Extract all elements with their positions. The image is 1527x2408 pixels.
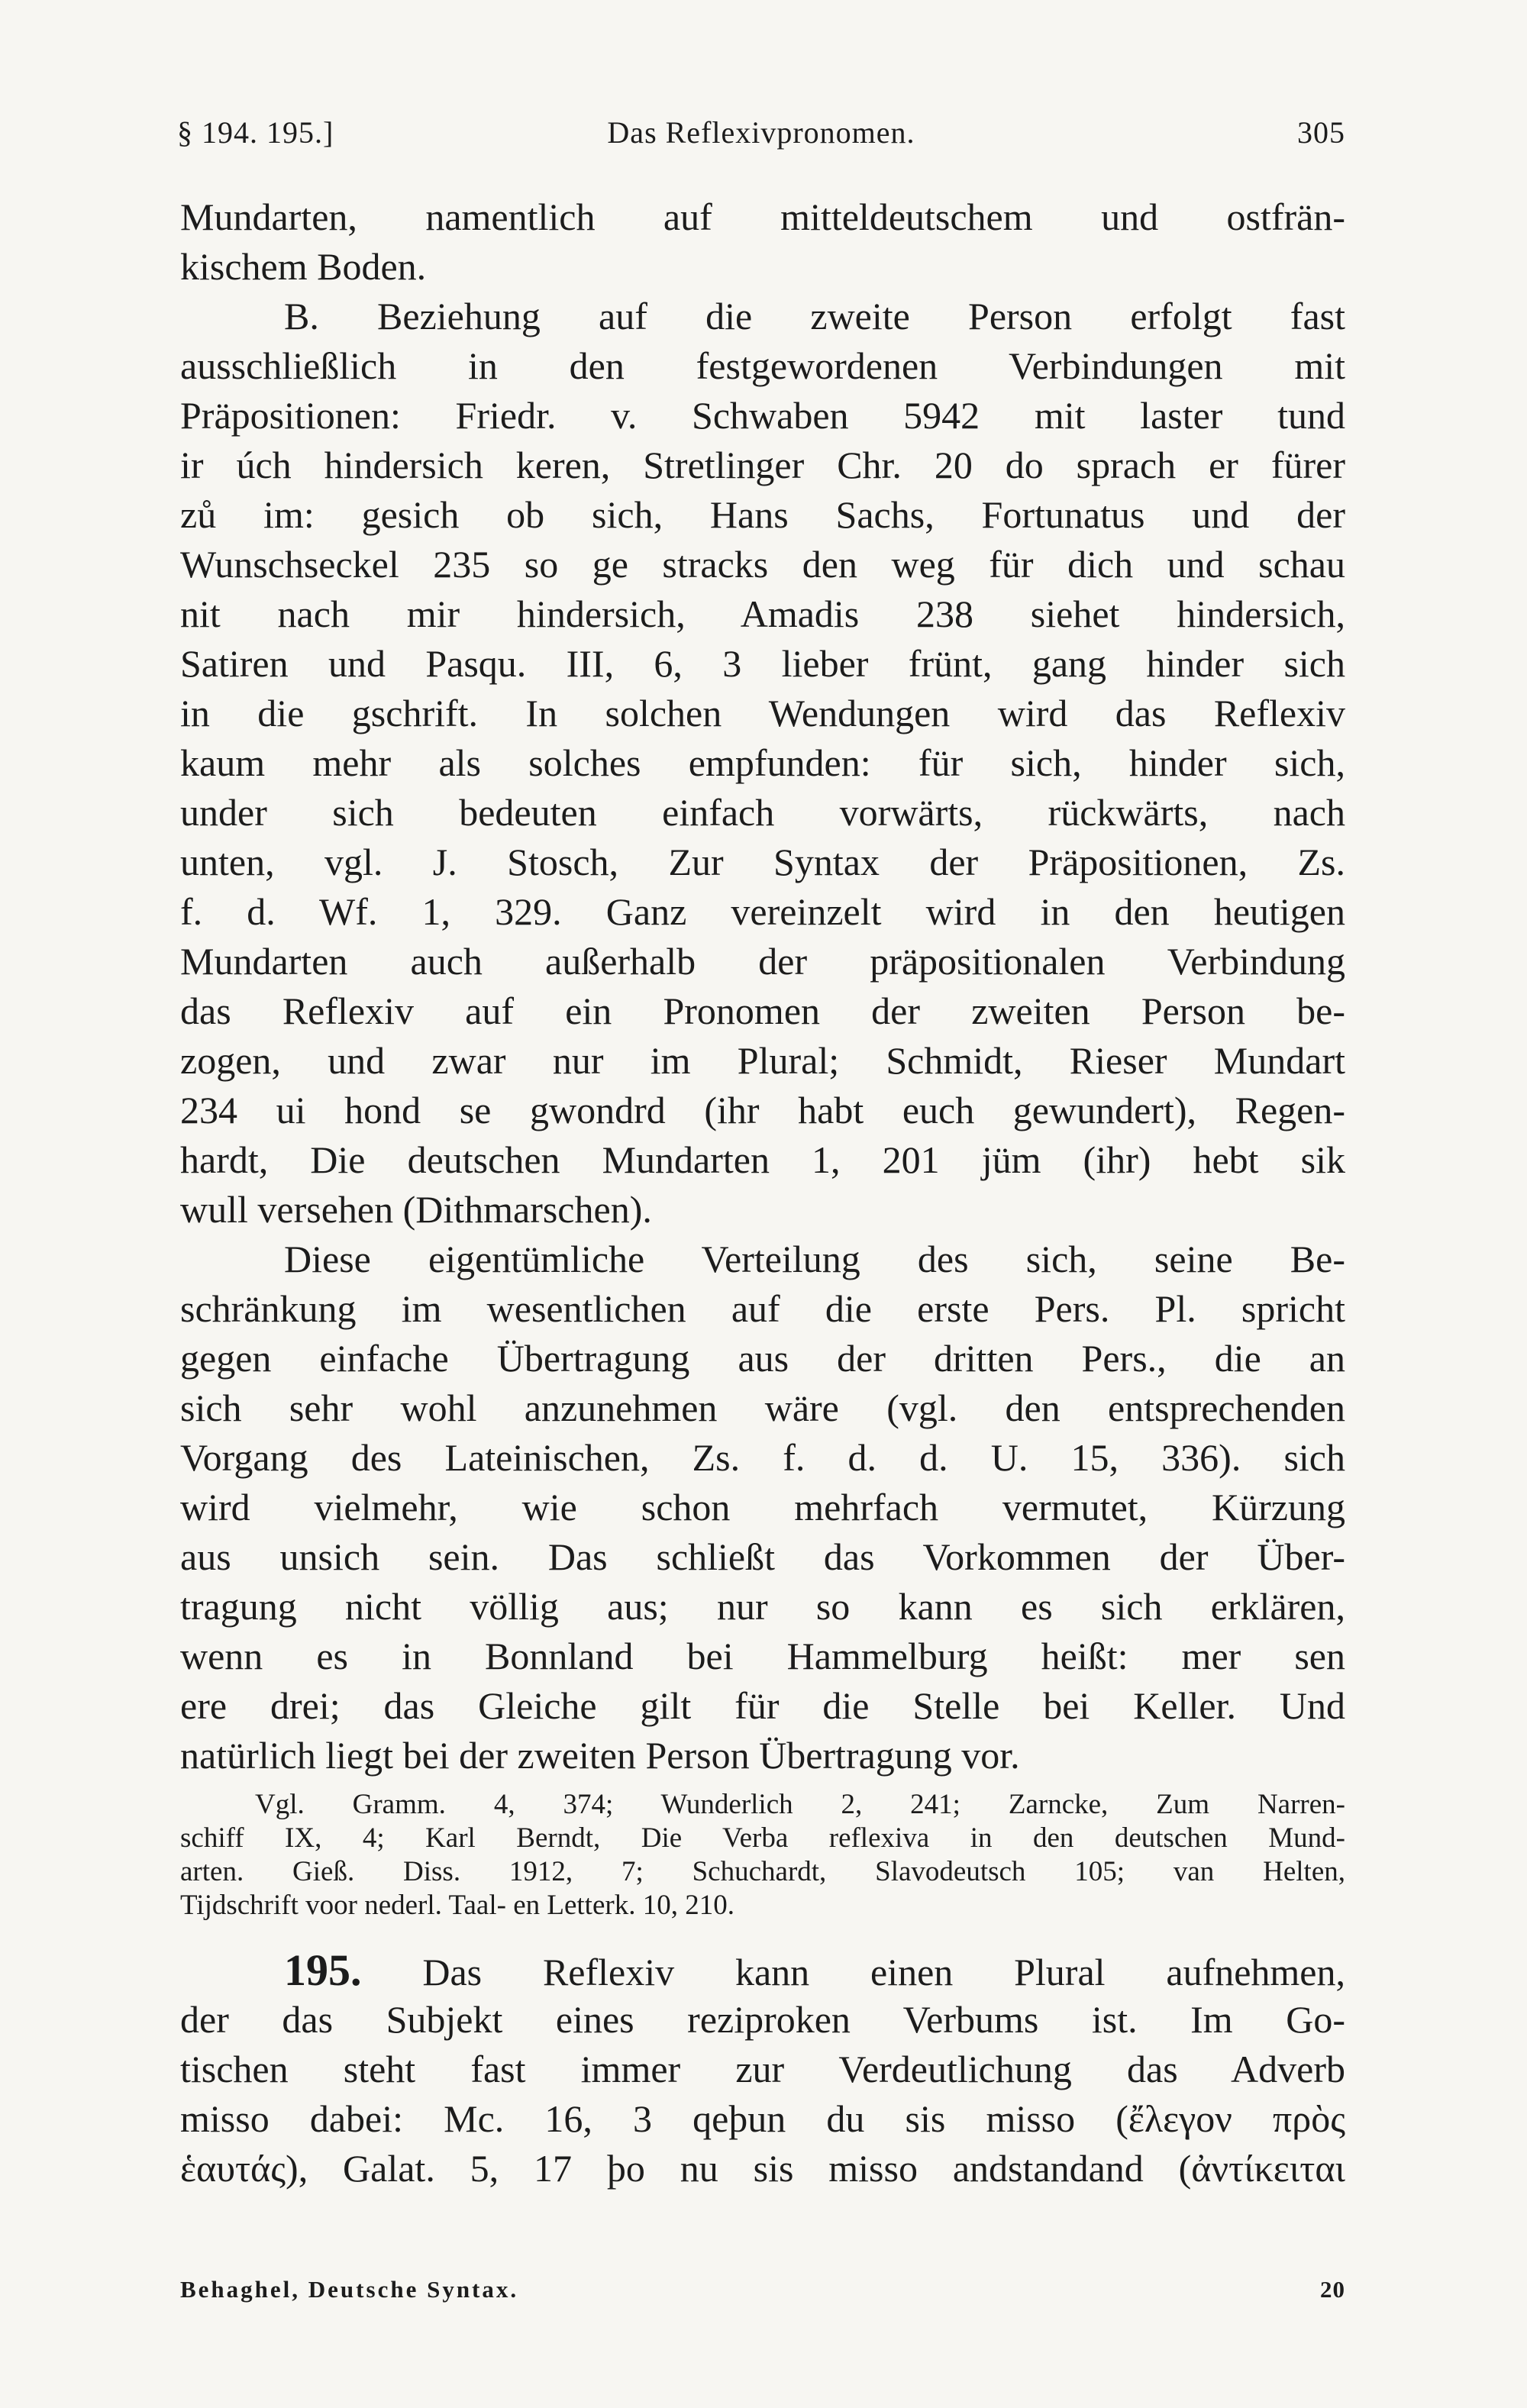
text-line: nit nach mir hindersich, Amadis 238 siehet hindersich, bbox=[180, 592, 1345, 635]
text-line: Diese eigentümliche Verteilung des sich, seine Be- bbox=[284, 1238, 1345, 1280]
page-body bbox=[180, 192, 1345, 2193]
bibliographic-note bbox=[180, 1788, 1345, 1922]
note-line: Tijdschrift voor nederl. Taal- en Letterk. 10, 210. bbox=[180, 1890, 734, 1921]
text-line: Mundarten auch außerhalb der präpositionalen Verbindung bbox=[180, 940, 1345, 983]
section-number: 195. bbox=[284, 1945, 362, 1995]
text-line: wull versehen (Dithmarschen). bbox=[180, 1188, 652, 1231]
running-header bbox=[177, 115, 1345, 160]
text-line: ausschließlich in den festgewordenen Verbindungen mit bbox=[180, 344, 1345, 387]
text-line: unten, vgl. J. Stosch, Zur Syntax der Präpositionen, Zs. bbox=[180, 841, 1345, 883]
section-first-line bbox=[180, 1945, 1345, 1995]
note-line: arten. Gieß. Diss. 1912, 7; Schuchardt, Slavodeutsch 105; van Helten, bbox=[180, 1856, 1345, 1887]
note-line: Vgl. Gramm. 4, 374; Wunderlich 2, 241; Zarncke, Zum Narren- bbox=[255, 1789, 1345, 1820]
text-line: tischen steht fast immer zur Verdeutlichung das Adverb bbox=[180, 2048, 1345, 2090]
text-line: under sich bedeuten einfach vorwärts, rückwärts, nach bbox=[180, 791, 1345, 834]
text-line: wird vielmehr, wie schon mehrfach vermutet, Kürzung bbox=[180, 1486, 1345, 1528]
text-line: in die gschrift. In solchen Wendungen wird das Reflexiv bbox=[180, 692, 1345, 734]
text-line: hardt, Die deutschen Mundarten 1, 201 jüm (ihr) hebt sik bbox=[180, 1138, 1345, 1181]
text-line: 234 ui hond se gwondrd (ihr habt euch gewundert), Regen- bbox=[180, 1089, 1345, 1131]
running-title: Das Reflexivpronomen. bbox=[607, 115, 915, 150]
page-number: 305 bbox=[1297, 115, 1345, 150]
text-line: wenn es in Bonnland bei Hammelburg heißt: mer sen bbox=[180, 1635, 1345, 1677]
text-line: ir úch hindersich keren, Stretlinger Chr. 20 do sprach er fürer bbox=[180, 444, 1345, 486]
text-line: sich sehr wohl anzunehmen wäre (vgl. den entsprechenden bbox=[180, 1386, 1345, 1429]
text-line: Satiren und Pasqu. III, 6, 3 lieber frünt, gang hinder sich bbox=[180, 642, 1345, 685]
text-line: Präpositionen: Friedr. v. Schwaben 5942 mit laster tund bbox=[180, 394, 1345, 437]
text-line: das Reflexiv auf ein Pronomen der zweiten Person be- bbox=[180, 989, 1345, 1032]
text-line: schränkung im wesentlichen auf die erste Pers. Pl. spricht bbox=[180, 1287, 1345, 1330]
note-line: schiff IX, 4; Karl Berndt, Die Verba reflexiva in den deutschen Mund- bbox=[180, 1822, 1345, 1854]
text-line: B. Beziehung auf die zweite Person erfolgt fast bbox=[284, 295, 1345, 337]
text-line: kaum mehr als solches empfunden: für sich, hinder sich, bbox=[180, 741, 1345, 784]
text-line: zogen, und zwar nur im Plural; Schmidt, Rieser Mundart bbox=[180, 1039, 1345, 1082]
text-line: der das Subjekt eines reziproken Verbums ist. Im Go- bbox=[180, 1998, 1345, 2041]
text-line: ἑαυτάς), Galat. 5, 17 þo nu sis misso andstandand (ἀντίκειται bbox=[180, 2147, 1345, 2190]
text-line: aus unsich sein. Das schließt das Vorkommen der Über- bbox=[180, 1535, 1345, 1578]
text-line: Vorgang des Lateinischen, Zs. f. d. d. U. 15, 336). sich bbox=[180, 1436, 1345, 1479]
text-line: Wunschseckel 235 so ge stracks den weg für dich und schau bbox=[180, 543, 1345, 586]
text-line: tragung nicht völlig aus; nur so kann es sich erklären, bbox=[180, 1585, 1345, 1628]
text-line: kischem Boden. bbox=[180, 245, 427, 288]
text-line: gegen einfache Übertragung aus der dritten Pers., die an bbox=[180, 1337, 1345, 1380]
text-line: Mundarten, namentlich auf mitteldeutschem und ostfrän- bbox=[180, 195, 1345, 238]
text-line: ere drei; das Gleiche gilt für die Stelle bei Keller. Und bbox=[180, 1684, 1345, 1727]
book-signature: Behaghel, Deutsche Syntax. bbox=[180, 2276, 519, 2303]
section-195 bbox=[180, 1945, 1345, 2193]
signature-footer bbox=[180, 2276, 1345, 2314]
section-reference: § 194. 195.] bbox=[177, 115, 334, 150]
text-line: f. d. Wf. 1, 329. Ganz vereinzelt wird in den heutigen bbox=[180, 890, 1345, 933]
sheet-number: 20 bbox=[1320, 2276, 1345, 2303]
text-line: zů im: gesich ob sich, Hans Sachs, Fortunatus und der bbox=[180, 493, 1345, 536]
section-lead-text: Das Reflexiv kann einen Plural aufnehmen, bbox=[422, 1951, 1345, 1993]
text-line: natürlich liegt bei der zweiten Person Übertragung vor. bbox=[180, 1734, 1020, 1777]
text-line: misso dabei: Mc. 16, 3 qeþun du sis misso (ἔλεγον πρὸς bbox=[180, 2097, 1345, 2140]
